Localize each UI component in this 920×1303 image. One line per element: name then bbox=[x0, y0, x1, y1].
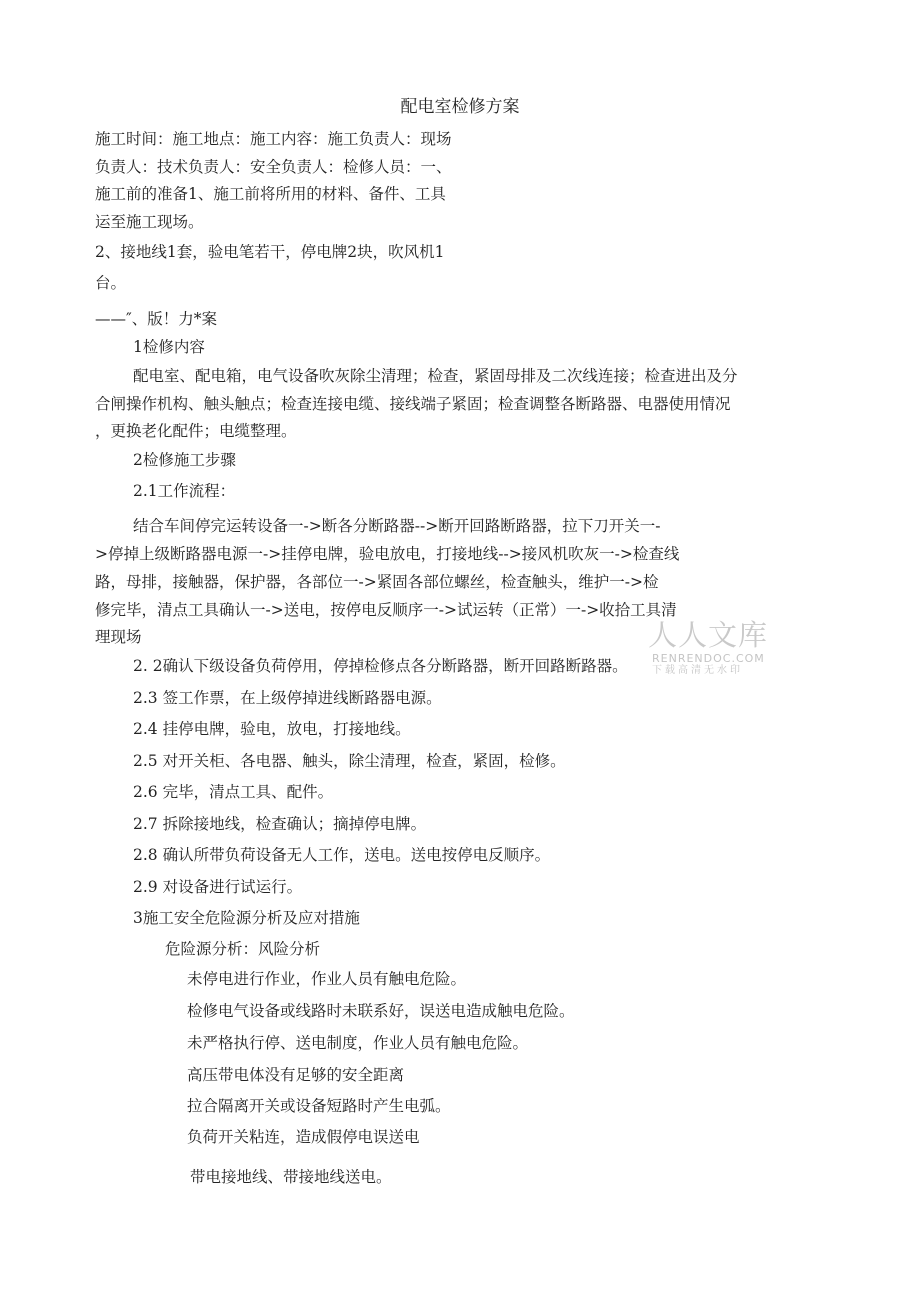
step-item: 2.5 对开关柜、各电器、触头，除尘清理，检查，紧固，检修。 bbox=[133, 752, 566, 770]
text-line: 台。 bbox=[95, 274, 127, 292]
section-heading: 2.1工作流程： bbox=[133, 482, 236, 500]
text-line: 施工时间：施工地点：施工内容：施工负责人：现场 bbox=[95, 130, 452, 148]
section-heading: 2检修施工步骤 bbox=[133, 451, 236, 469]
hazard-item: 未严格执行停、送电制度，作业人员有触电危险。 bbox=[187, 1034, 529, 1052]
hazard-item: 拉合隔离开关或设备短路时产生电弧。 bbox=[187, 1097, 451, 1115]
watermark-url: RENRENDOC.COM bbox=[652, 652, 765, 665]
text-line: 危险源分析：风险分析 bbox=[165, 940, 321, 958]
step-item: 2.7 拆除接地线，检查确认；摘掉停电牌。 bbox=[133, 815, 427, 833]
text-line: 负责人：技术负责人：安全负责人：检修人员：一、 bbox=[95, 158, 452, 176]
text-line: 理现场 bbox=[95, 628, 142, 646]
text-line: 2、接地线1套，验电笔若干，停电牌2块，吹风机1 bbox=[95, 243, 445, 261]
text-line: 路，母排，接触器，保护器，各部位一->紧固各部位螺丝，检查触头，维护一->检 bbox=[95, 573, 659, 591]
hazard-item: 未停电进行作业，作业人员有触电危险。 bbox=[187, 970, 467, 988]
watermark-tagline: 下载高清无水印 bbox=[652, 665, 743, 676]
text-line: 结合车间停完运转设备一->断各分断路器-->断开回路断路器，拉下刀开关一- bbox=[133, 517, 661, 535]
hazard-item: 负荷开关粘连，造成假停电误送电 bbox=[187, 1128, 420, 1146]
text-line: 施工前的准备1、施工前将所用的材料、备件、工具 bbox=[95, 185, 446, 203]
watermark-logo-text: 人人文库 bbox=[648, 618, 769, 652]
text-line: >停掉上级断路器电源一->挂停电牌，验电放电，打接地线-->接风机吹灰一->检查线 bbox=[95, 545, 680, 563]
text-line: 配电室、配电箱，电气设备吹灰除尘清理；检查，紧固母排及二次线连接；检查进出及分 bbox=[133, 367, 738, 385]
step-item: 2.8 确认所带负荷设备无人工作，送电。送电按停电反顺序。 bbox=[133, 846, 551, 864]
step-item: 2.3 签工作票，在上级停掉进线断路器电源。 bbox=[133, 689, 442, 707]
watermark bbox=[648, 618, 778, 677]
step-item: 2.6 完毕，清点工具、配件。 bbox=[133, 783, 334, 801]
text-line: 运至施工现场。 bbox=[95, 213, 204, 231]
hazard-item: 高压带电体没有足够的安全距离 bbox=[187, 1066, 405, 1084]
text-line: ——″、版！力*案 bbox=[95, 310, 218, 328]
hazard-item: 带电接地线、带接地线送电。 bbox=[190, 1168, 392, 1186]
hazard-item: 检修电气设备或线路时未联系好，误送电造成触电危险。 bbox=[187, 1002, 575, 1020]
step-item: 2. 2确认下级设备负荷停用，停掉检修点各分断路器，断开回路断路器。 bbox=[133, 657, 628, 675]
step-item: 2.4 挂停电牌，验电，放电，打接地线。 bbox=[133, 720, 411, 738]
text-line: 合闸操作机构、触头触点；检查连接电缆、接线端子紧固；检查调整各断路器、电器使用情况 bbox=[95, 395, 731, 413]
document-title: 配电室检修方案 bbox=[400, 97, 520, 117]
text-line: 修完毕，清点工具确认一->送电，按停电反顺序一->试运转（正常）一->收拾工具清 bbox=[95, 601, 677, 619]
step-item: 2.9 对设备进行试运行。 bbox=[133, 878, 303, 896]
text-line: ，更换老化配件；电缆整理。 bbox=[95, 422, 297, 440]
section-heading: 1检修内容 bbox=[133, 338, 205, 356]
section-heading: 3施工安全危险源分析及应对措施 bbox=[133, 909, 360, 927]
